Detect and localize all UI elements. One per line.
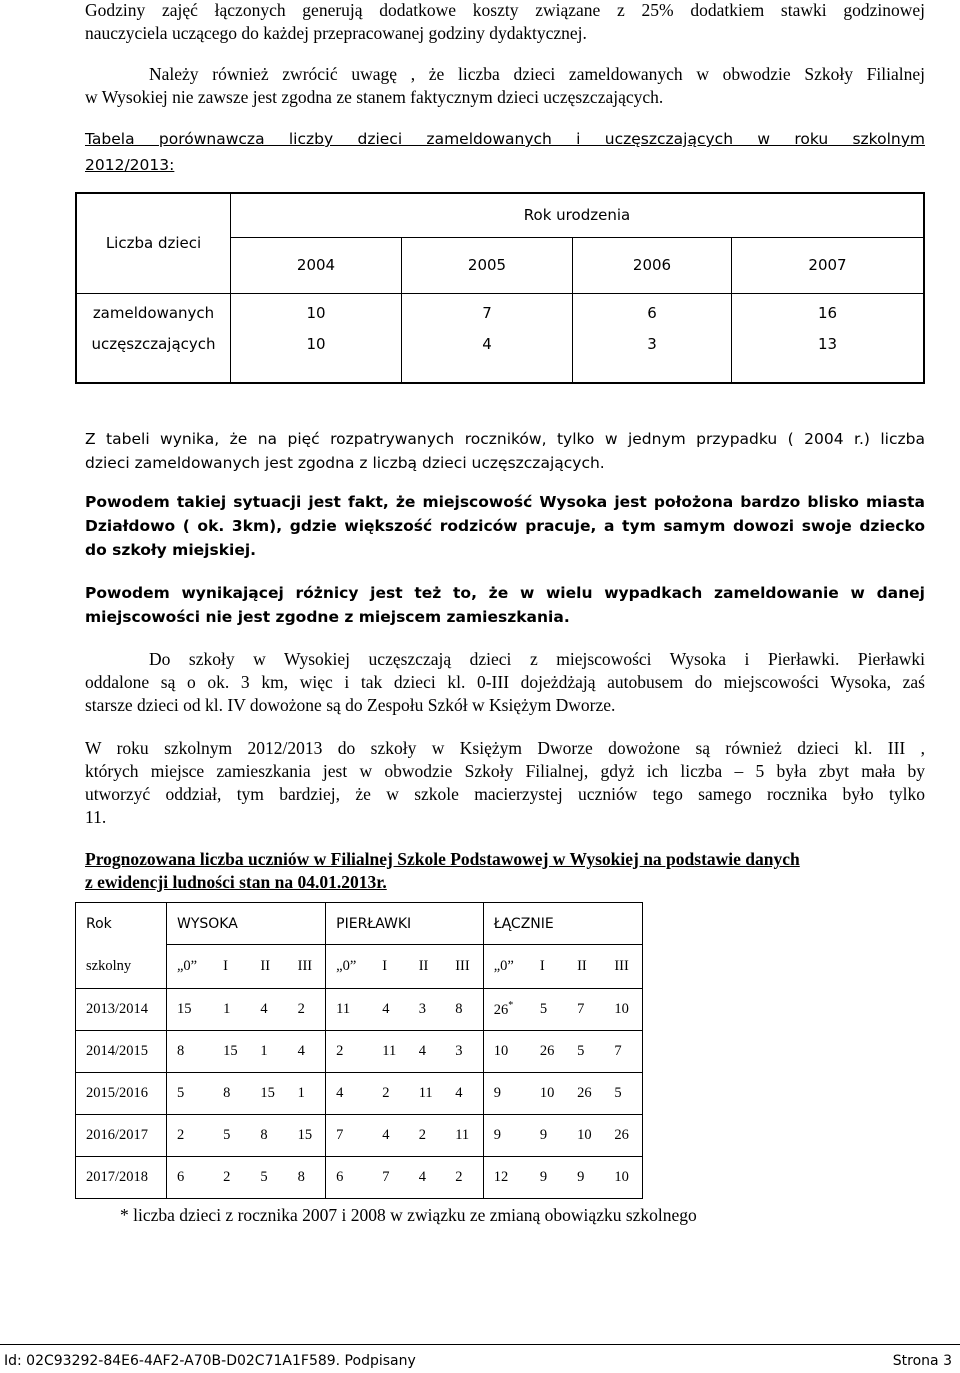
table1-year-header: 2004: [231, 237, 402, 293]
table-cell: 15: [250, 1073, 287, 1115]
table2-year: 2015/2016: [76, 1073, 167, 1115]
paragraph-line: Działdowo ( ok. 3km), gdzie większość rodziców pracuje, a tym samym dowozi swoje dziecko: [85, 517, 925, 535]
table-cell: 9: [530, 1157, 567, 1199]
table-cell: 5: [604, 1073, 642, 1115]
table-cell: 13: [732, 333, 925, 383]
table2-year: 2013/2014: [76, 989, 167, 1031]
table-cell: 7: [402, 293, 573, 333]
table2-caption-line2: z ewidencji ludności stan na 04.01.2013r.: [85, 872, 387, 892]
table-cell: 10: [604, 1157, 642, 1199]
paragraph-line: nauczyciela uczącego do każdej przepracowanej godziny dydaktycznej.: [85, 23, 587, 43]
table-cell: 2: [409, 1115, 445, 1157]
table-cell: 8: [250, 1115, 287, 1157]
paragraph-line: utworzyć oddział, tym bardziej, że w szkole macierzystej uczniów tego samego rocznika było tylko: [85, 784, 925, 804]
comparison-table: [75, 192, 925, 384]
page-footer: [0, 1344, 960, 1373]
table-cell: 1: [213, 989, 250, 1031]
table-cell: 1: [288, 1073, 326, 1115]
table1-row-label: zameldowanych: [76, 293, 231, 333]
table2-year: 2014/2015: [76, 1031, 167, 1073]
table-cell: 4: [409, 1157, 445, 1199]
table-cell: 4: [250, 989, 287, 1031]
table-cell: 2: [372, 1073, 408, 1115]
table1-row-label: uczęszczających: [76, 333, 231, 383]
table-cell: 8: [213, 1073, 250, 1115]
table-cell: 10: [231, 333, 402, 383]
document-id: Id: 02C93292-84E6-4AF2-A70B-D02C71A1F589. Podpisany: [4, 1353, 416, 1369]
table1-caption: Tabela porównawcza liczby dzieci zameldowanych i uczęszczających w roku szkolnym: [85, 130, 925, 148]
table-cell: 6: [326, 1157, 373, 1199]
table2-col-header: I: [213, 945, 250, 989]
forecast-table: [75, 902, 643, 1199]
paragraph-line: których miejsce zamieszkania jest w obwodzie Szkoły Filialnej, gdyż ich liczba – 5 była zbyt mała by: [85, 761, 925, 781]
table-cell: 10: [483, 1031, 530, 1073]
table-cell: 2: [445, 1157, 483, 1199]
table-row: [76, 333, 924, 383]
cell-value: 26: [493, 1001, 509, 1018]
paragraph-line: miejscowości nie jest zgodne z miejscem zamieszkania.: [85, 608, 570, 626]
table-row: [76, 1073, 643, 1115]
table-cell: 6: [167, 1157, 214, 1199]
paragraph-line: 11.: [85, 807, 107, 827]
table-cell: 4: [288, 1031, 326, 1073]
paragraph-line: Z tabeli wynika, że na pięć rozpatrywanych roczników, tylko w jednym przypadku ( 2004 r.) liczba: [85, 430, 925, 448]
paragraph-line: W roku szkolnym 2012/2013 do szkoły w Księżym Dworze dowożone są również dzieci kl. III ,: [85, 738, 925, 758]
paragraph-line: Godziny zajęć łączonych generują dodatkowe koszty związane z 25% dodatkiem stawki godzinowej: [85, 0, 925, 20]
paragraph-line: Powodem wynikającej różnicy jest też to, że w wielu wypadkach zameldowanie w danej: [85, 584, 925, 602]
table1-year-header: 2006: [573, 237, 732, 293]
table-row: [76, 293, 924, 333]
table1-row-header: Liczba dzieci: [76, 193, 231, 293]
table-cell: 5: [167, 1073, 214, 1115]
table2-header-year-line2: szkolny: [76, 945, 167, 989]
table-cell: 7: [604, 1031, 642, 1073]
table-cell: 2: [167, 1115, 214, 1157]
table-cell: 3: [409, 989, 445, 1031]
table2-col-header: III: [445, 945, 483, 989]
table-cell: 8: [167, 1031, 214, 1073]
table-cell: 15: [167, 989, 214, 1031]
table-row: [76, 989, 643, 1031]
table-row: [76, 1031, 643, 1073]
table-cell: 10: [231, 293, 402, 333]
table1-year-header: 2007: [732, 237, 925, 293]
table2-year: 2017/2018: [76, 1157, 167, 1199]
table-cell: 7: [372, 1157, 408, 1199]
table-cell: 6: [573, 293, 732, 333]
table-cell: 11: [372, 1031, 408, 1073]
table-row: [76, 1115, 643, 1157]
table1-caption-line2: 2012/2013:: [85, 156, 175, 174]
paragraph-line: dzieci zameldowanych jest zgodna z liczbą dzieci uczęszczających.: [85, 454, 605, 472]
table-cell: 10: [567, 1115, 604, 1157]
table1-group-header: Rok urodzenia: [231, 193, 925, 237]
page-number: Strona 3: [892, 1353, 952, 1369]
table2-year: 2016/2017: [76, 1115, 167, 1157]
table-cell: 16: [732, 293, 925, 333]
paragraph-line: w Wysokiej nie zawsze jest zgodna ze stanem faktycznym dzieci uczęszczających.: [85, 87, 664, 107]
table-cell: 1: [250, 1031, 287, 1073]
table-cell: 15: [288, 1115, 326, 1157]
table2-col-header: I: [372, 945, 408, 989]
table-cell: 2: [288, 989, 326, 1031]
footnote-marker: *: [508, 1000, 514, 1012]
table-cell: 4: [326, 1073, 373, 1115]
table-cell: 11: [326, 989, 373, 1031]
table2-footnote: * liczba dzieci z rocznika 2007 i 2008 w związku ze zmianą obowiązku szkolnego: [120, 1205, 697, 1225]
table2-header-wysoka: WYSOKA: [167, 903, 326, 945]
table2-col-header: „0”: [483, 945, 530, 989]
table2-col-header: I: [530, 945, 567, 989]
paragraph-line: Należy również zwrócić uwagę , że liczba dzieci zameldowanych w obwodzie Szkoły Filialnej: [149, 64, 925, 84]
table-cell: 5: [567, 1031, 604, 1073]
table-cell: 8: [288, 1157, 326, 1199]
table-cell: 15: [213, 1031, 250, 1073]
table-cell: 4: [409, 1031, 445, 1073]
table-cell: 10: [530, 1073, 567, 1115]
table-cell: 2: [326, 1031, 373, 1073]
table-cell: 7: [326, 1115, 373, 1157]
table2-col-header: II: [567, 945, 604, 989]
table-cell: 4: [372, 1115, 408, 1157]
table2-col-header: II: [250, 945, 287, 989]
table-cell: 9: [483, 1073, 530, 1115]
paragraph-line: starsze dzieci od kl. IV dowożone są do Zespołu Szkół w Księżym Dworze.: [85, 695, 616, 715]
table-cell: 9: [567, 1157, 604, 1199]
table-cell: 8: [445, 989, 483, 1031]
table-cell: 4: [372, 989, 408, 1031]
table-cell: 5: [213, 1115, 250, 1157]
table-cell: 5: [250, 1157, 287, 1199]
table-cell: 9: [483, 1115, 530, 1157]
table-cell: 11: [409, 1073, 445, 1115]
table2-header-pierlawki: PIERŁAWKI: [326, 903, 484, 945]
table-cell: 4: [402, 333, 573, 383]
table-cell: 3: [573, 333, 732, 383]
table-cell: 5: [530, 989, 567, 1031]
table-cell: 9: [530, 1115, 567, 1157]
table-cell: 4: [445, 1073, 483, 1115]
table2-col-header: „0”: [167, 945, 214, 989]
table-cell: 2: [213, 1157, 250, 1199]
paragraph-line: oddalone są o ok. 3 km, więc i tak dzieci kl. 0-III dojeżdżają autobusem do miejscowości Wysoka, zaś: [85, 672, 925, 692]
table-cell: 26: [604, 1115, 642, 1157]
table2-header-year: Rok: [76, 903, 167, 945]
table1-year-header: 2005: [402, 237, 573, 293]
paragraph-line: Do szkoły w Wysokiej uczęszczają dzieci z miejscowości Wysoka i Pierławki. Pierławki: [149, 649, 925, 669]
table2-col-header: II: [409, 945, 445, 989]
table2-col-header: III: [288, 945, 326, 989]
table2-col-header: „0”: [326, 945, 373, 989]
table2-col-header: III: [604, 945, 642, 989]
table-row: [76, 1157, 643, 1199]
table2-caption: Prognozowana liczba uczniów w Filialnej Szkole Podstawowej w Wysokiej na podstawie danych: [85, 849, 800, 869]
table-cell: 10: [604, 989, 642, 1031]
table-cell: 12: [483, 1157, 530, 1199]
table-cell: 26: [530, 1031, 567, 1073]
table2-header-lacznie: ŁĄCZNIE: [483, 903, 642, 945]
table-cell: 11: [445, 1115, 483, 1157]
paragraph-line: do szkoły miejskiej.: [85, 541, 257, 559]
table-cell: 7: [567, 989, 604, 1031]
table-cell: 26: [567, 1073, 604, 1115]
table-cell-starred: [483, 989, 530, 1031]
paragraph-line: Powodem takiej sytuacji jest fakt, że miejscowość Wysoka jest położona bardzo blisko miasta: [85, 493, 925, 511]
table-cell: 3: [445, 1031, 483, 1073]
